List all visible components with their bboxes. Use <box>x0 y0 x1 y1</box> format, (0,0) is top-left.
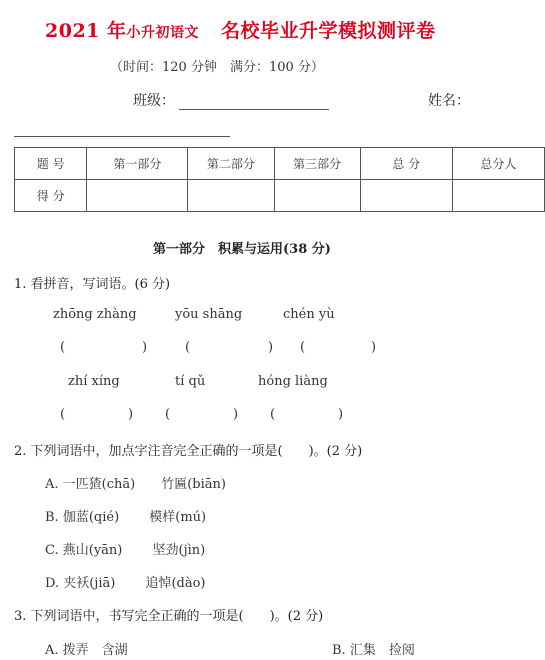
question-2: 2. 下列词语中，加点字注音完全正确的一项是( )。(2 分) <box>14 444 363 459</box>
answer-paren-close: ) <box>338 407 344 422</box>
answer-paren-open: ( <box>270 407 276 422</box>
answer-paren-open: ( <box>300 340 306 355</box>
option-a: A. 拨弄 含湖 <box>45 643 128 658</box>
answer-paren-close: ) <box>268 340 274 355</box>
class-blank[interactable] <box>179 95 329 110</box>
score-table <box>14 147 545 212</box>
answer-paren-open: ( <box>60 340 66 355</box>
question-1: 1. 看拼音，写词语。(6 分) <box>14 277 171 292</box>
title-main: 名校毕业升学模拟测评卷 <box>221 20 436 42</box>
score-table-header-row <box>15 148 545 180</box>
score-header-cell: 总分人 <box>452 148 544 180</box>
score-header-cell: 总 分 <box>360 148 452 180</box>
score-header-cell: 第三部分 <box>274 148 360 180</box>
title-subject: 小升初语文 <box>126 25 199 41</box>
exam-title <box>45 16 436 43</box>
class-label: 班级： <box>133 93 175 109</box>
name-label: 姓名： <box>428 93 470 109</box>
score-header-cell: 第二部分 <box>188 148 274 180</box>
option-b: B. 伽蓝(qié) 模样(mú) <box>45 510 207 525</box>
answer-paren-close: ) <box>371 340 377 355</box>
option-d: D. 夹袄(jiā) 追悼(dào) <box>45 576 206 591</box>
answer-paren-close: ) <box>233 407 239 422</box>
score-header-cell: 题 号 <box>15 148 87 180</box>
section-title: 第一部分 积累与运用(38 分) <box>153 242 331 257</box>
score-table-row <box>15 180 545 212</box>
pinyin-item: chén yù <box>283 307 335 322</box>
title-year: 2021 年 <box>45 20 127 42</box>
score-cell[interactable] <box>452 180 544 212</box>
option-a: A. 一匹猹(chā) 竹匾(biān) <box>45 477 226 492</box>
answer-paren-open: ( <box>185 340 191 355</box>
score-header-cell: 第一部分 <box>87 148 188 180</box>
exam-meta: （时间：120 分钟 满分：100 分） <box>110 60 324 75</box>
score-cell[interactable] <box>360 180 452 212</box>
pinyin-item: tí qǔ <box>175 374 206 389</box>
class-field <box>133 90 329 110</box>
pinyin-item: yōu shāng <box>175 307 243 322</box>
name-blank[interactable] <box>14 136 230 137</box>
score-cell[interactable] <box>87 180 188 212</box>
pinyin-item: zhí xíng <box>68 374 120 389</box>
answer-paren-close: ) <box>142 340 148 355</box>
score-cell[interactable] <box>188 180 274 212</box>
answer-paren-close: ) <box>128 407 134 422</box>
score-row-label: 得 分 <box>15 180 87 212</box>
question-3: 3. 下列词语中，书写完全正确的一项是( )。(2 分) <box>14 609 324 624</box>
answer-paren-open: ( <box>165 407 171 422</box>
pinyin-item: hóng liàng <box>258 374 328 389</box>
option-b: B. 汇集 捡阅 <box>332 643 415 658</box>
answer-paren-open: ( <box>60 407 66 422</box>
pinyin-item: zhōng zhàng <box>53 307 137 322</box>
option-c: C. 燕山(yān) 坚劲(jìn) <box>45 543 206 558</box>
score-cell[interactable] <box>274 180 360 212</box>
